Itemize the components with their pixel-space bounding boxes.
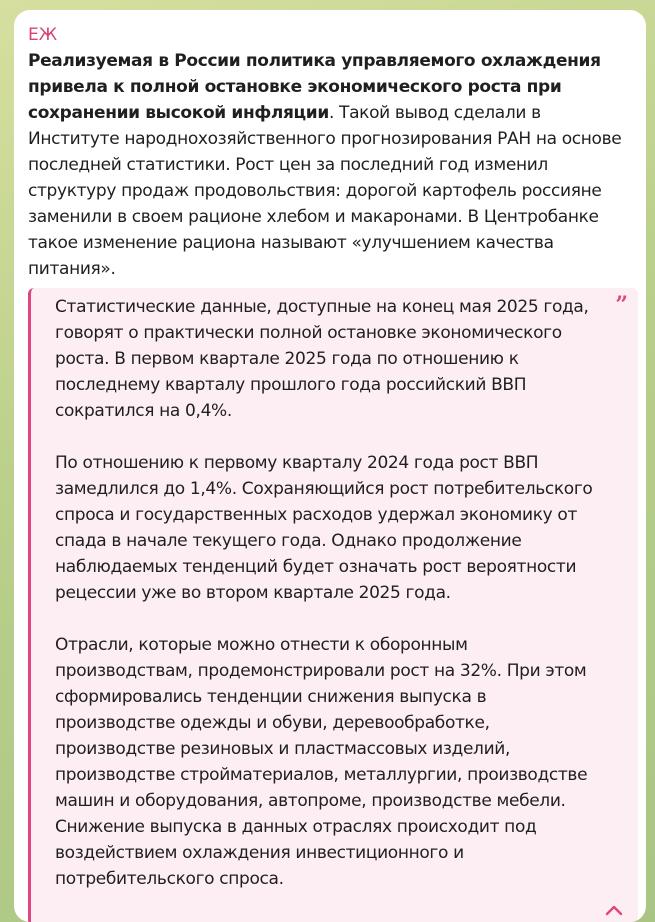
quote-paragraph-1: Статистические данные, доступные на конец мая 2025 года, говорят о практически полной остановке экономического роста. В первом квартале 2025 года по отношению к последнему кварталу прошлого года российский ВВП сократился на 0,4%. (55, 297, 589, 421)
quote-icon: ” (615, 292, 628, 318)
chevron-up-icon (605, 904, 623, 916)
message-bubble (14, 10, 646, 922)
quote-paragraph-2: По отношению к первому кварталу 2024 года рост ВВП замедлился до 1,4%. Сохраняющийся рост потребительского спроса и государственных расходов удержал экономику от спада в начале текущего года. Однако продолжение наблюдаемых тенденций будет означать рост вероятности рецессии уже во втором квартале 2025 года. (55, 453, 593, 603)
message-text-bold: Реализуемая в России политика управляемого охлаждения привела к полной остановке экономического роста при сохранении высокой инфляции (28, 51, 601, 123)
message-text-rest: . Такой вывод сделали в Институте народнохозяйственного прогнозирования РАН на основе последней статистики. Рост цен за последний год изменил структуру продаж продовольствия: дорогой картофель россияне заменили в своем рационе хлебом и макаронами. В Центробанке такое изменение рациона называют «улучшением качества питания». (28, 103, 622, 279)
quote-paragraph-3: Отрасли, которые можно отнести к оборонным производствам, продемонстрировали рост на 32%. При этом сформировались тенденции снижения выпуска в производстве одежды и обуви, деревообработке, производстве резиновых и пластмассовых изделий, производстве стройматериалов, металлургии, производстве машин и оборудования, автопроме, производстве мебели. Снижение выпуска в данных отраслях происходит под воздействием охлаждения инвестиционного и потребительского спроса. (55, 635, 588, 889)
blockquote (28, 288, 638, 922)
message-text (28, 48, 632, 282)
sender-name[interactable]: ЕЖ (28, 25, 58, 45)
collapse-quote-button[interactable] (602, 900, 626, 920)
